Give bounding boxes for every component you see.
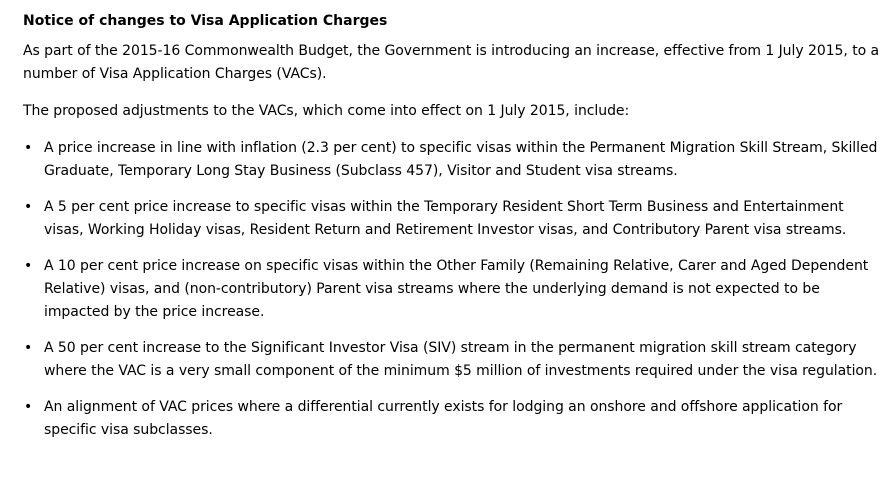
notice-title: Notice of changes to Visa Application Charges — [23, 13, 388, 29]
list-item-text: A 10 per cent price increase on specific visas within the Other Family (Remaining Relative, Carer and Aged Dependent Relative) visas, and (non-contributory) Parent visa streams where the underlying demand is not expected to be impacted by the price increase. — [44, 258, 869, 320]
bullet-icon: • — [24, 258, 33, 274]
notice-content — [23, 0, 883, 455]
list-item — [23, 137, 883, 183]
bullet-icon: • — [24, 399, 33, 415]
list-item — [23, 196, 883, 242]
changes-list — [23, 137, 883, 442]
bullet-icon: • — [24, 140, 33, 156]
list-item-text: A 5 per cent price increase to specific visas within the Temporary Resident Short Term Business and Entertainment visas, Working Holiday visas, Resident Return and Retirement Investor visas, and Contributory Parent visa streams. — [44, 199, 847, 238]
bullet-icon: • — [24, 340, 33, 356]
bullet-icon: • — [24, 199, 33, 215]
lead-paragraph: The proposed adjustments to the VACs, which come into effect on 1 July 2015, include: — [23, 103, 630, 119]
list-item — [23, 337, 883, 383]
list-item-text: A price increase in line with inflation (2.3 per cent) to specific visas within the Permanent Migration Skill Stream, Skilled Graduate, Temporary Long Stay Business (Subclass 457), Visitor and Student visa streams. — [44, 140, 878, 179]
intro-paragraph: As part of the 2015-16 Commonwealth Budget, the Government is introducing an increase, effective from 1 July 2015, to a number of Visa Application Charges (VACs). — [23, 43, 880, 82]
list-item — [23, 255, 883, 324]
list-item-text: A 50 per cent increase to the Significant Investor Visa (SIV) stream in the permanent migration skill stream category where the VAC is a very small component of the minimum $5 million of investments required under the visa regulation. — [44, 340, 878, 379]
list-item-text: An alignment of VAC prices where a differential currently exists for lodging an onshore and offshore application for specific visa subclasses. — [44, 399, 843, 438]
list-item — [23, 396, 883, 442]
